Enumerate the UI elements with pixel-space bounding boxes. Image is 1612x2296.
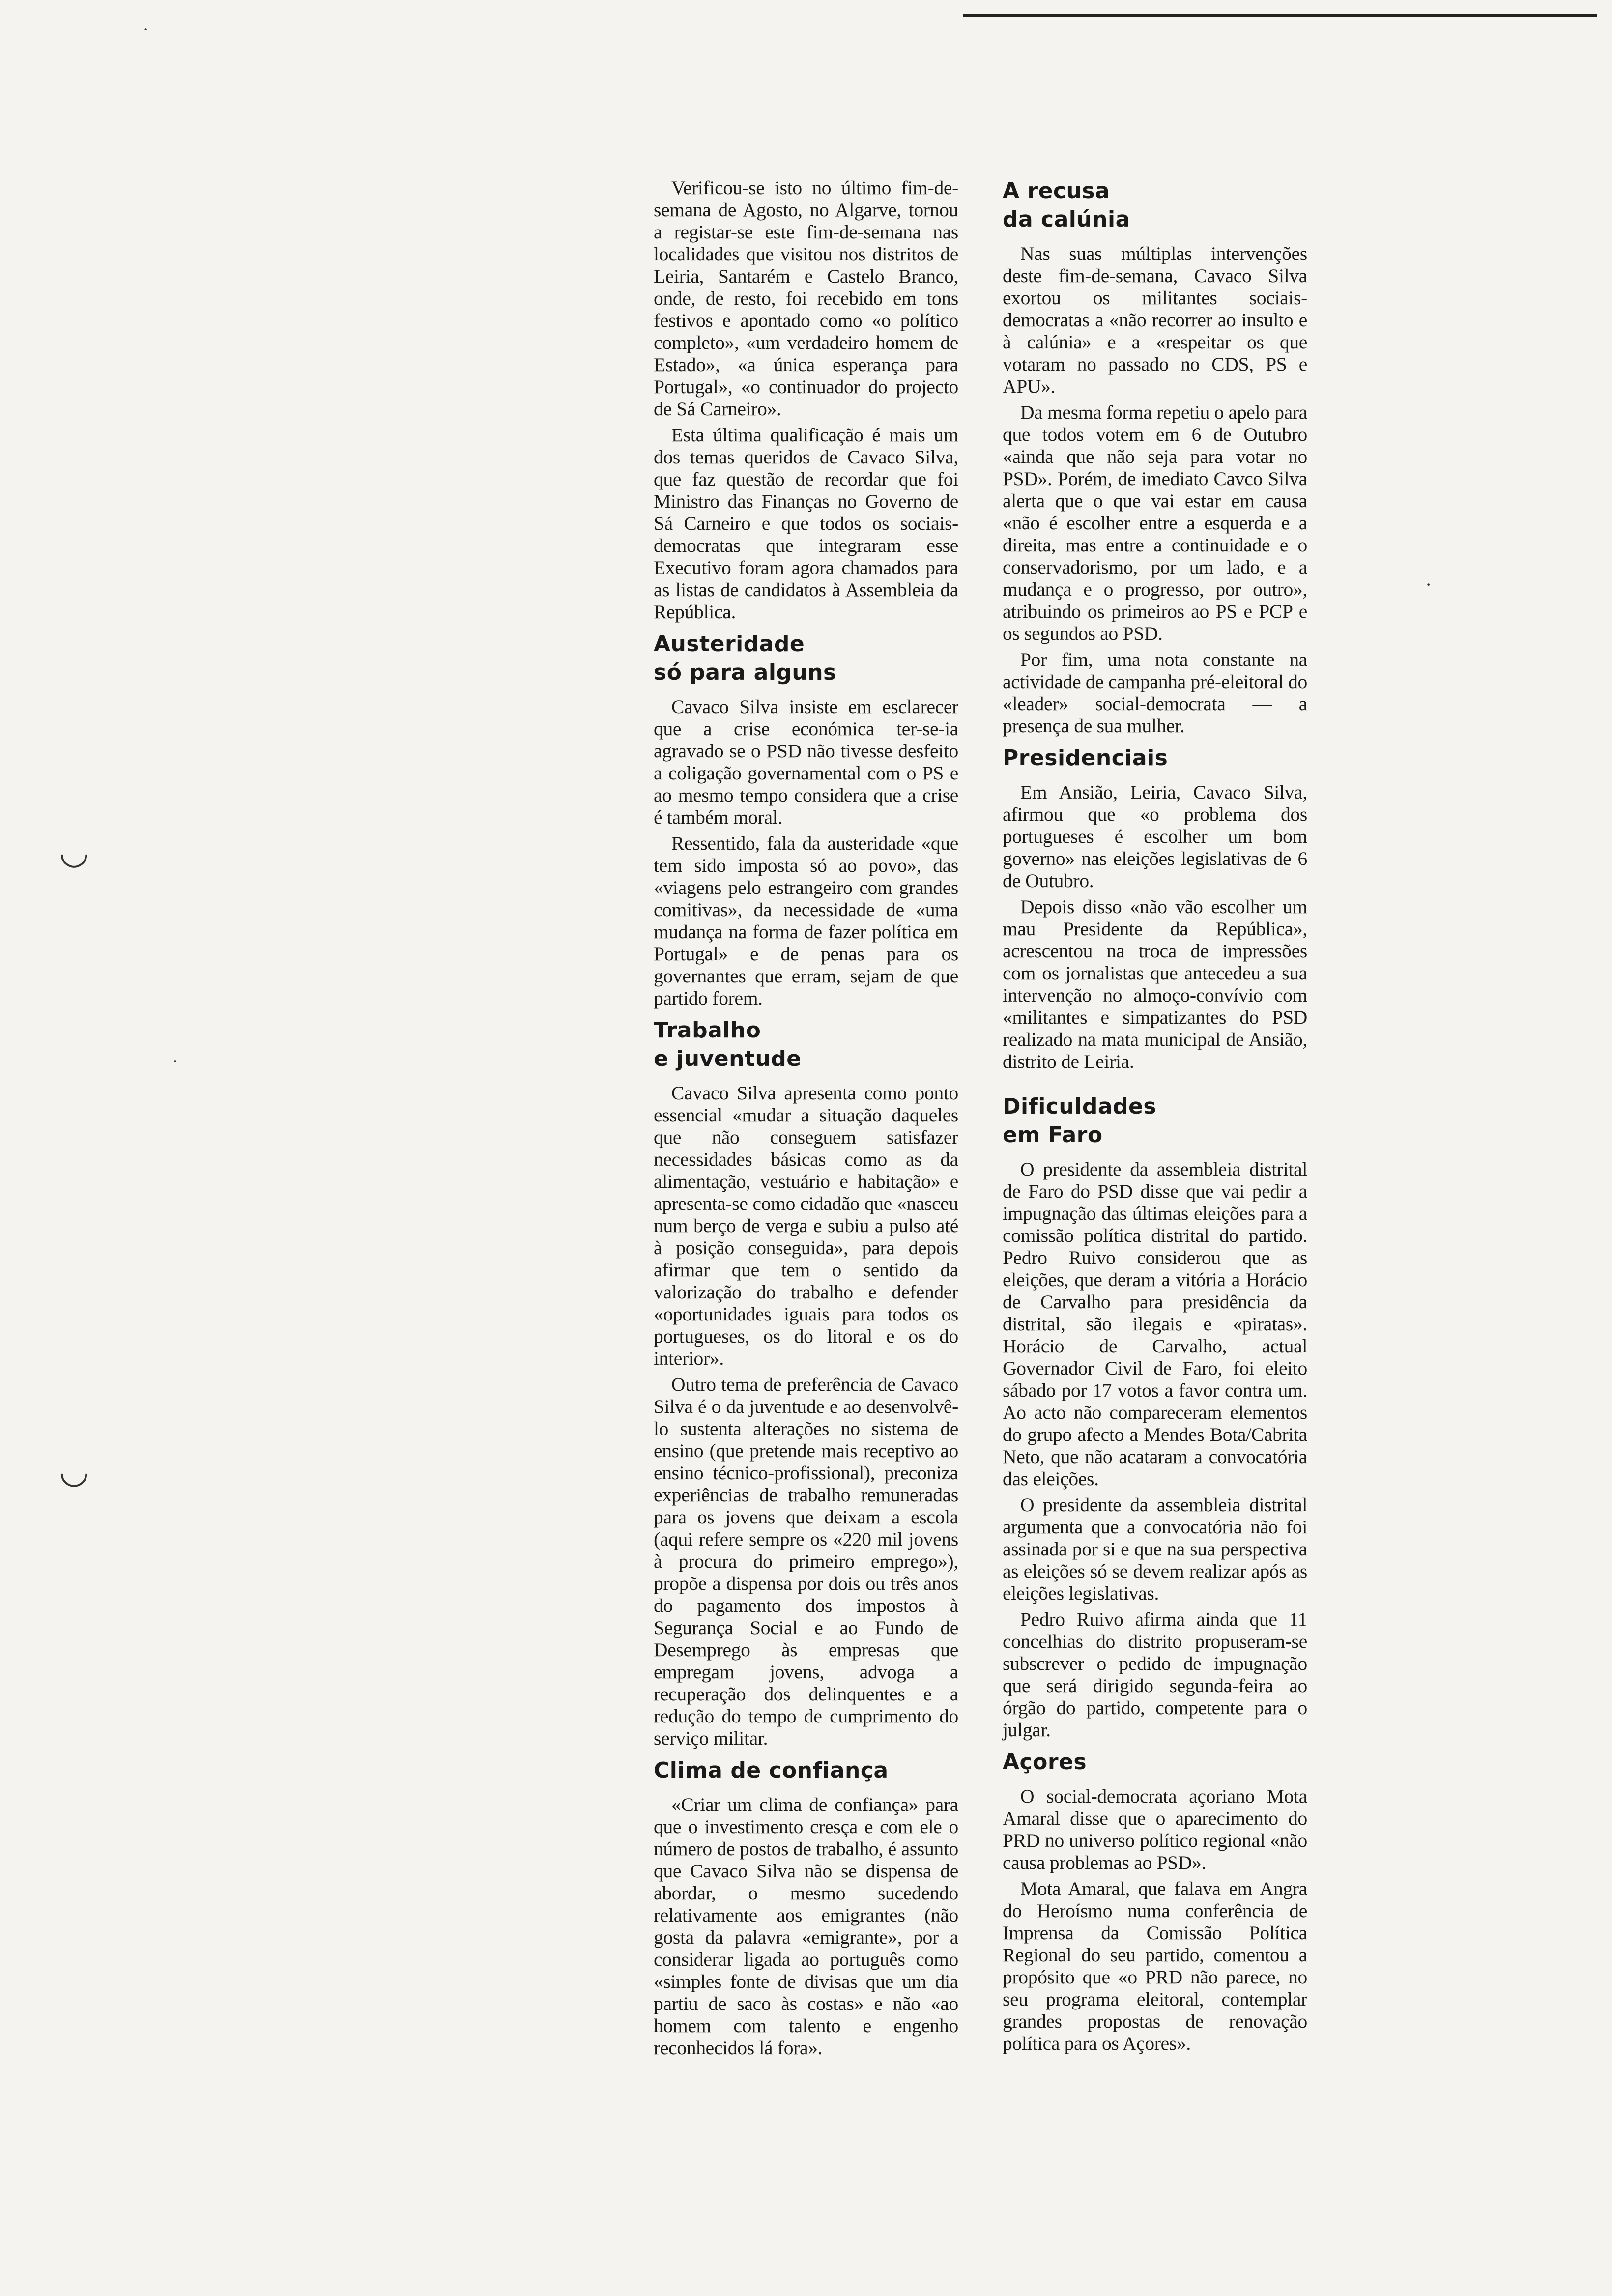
heading-line: da calúnia — [1003, 207, 1130, 232]
heading-line: Açores — [1003, 1750, 1087, 1775]
section-heading-austeridade — [654, 630, 958, 687]
heading-line: Clima de confiança — [654, 1758, 889, 1783]
section-heading-trabalho — [654, 1016, 958, 1073]
paragraph: Depois disso «não vão escolher um mau Presidente da República», acrescentou na troca de impressões com os jornalistas que antecedeu a sua intervenção no almoço-convívio com «militantes e simpatizantes do PSD realizado na mata municipal de Ansião, distrito de Leiria. — [1003, 896, 1307, 1072]
margin-mark: ◡ — [59, 1453, 89, 1491]
paragraph: O social-democrata açoriano Mota Amaral disse que o aparecimento do PRD no universo político regional «não causa problemas ao PSD». — [1003, 1785, 1307, 1873]
scan-speck: · — [143, 18, 149, 40]
heading-line: Presidenciais — [1003, 746, 1168, 771]
paragraph: Mota Amaral, que falava em Angra do Heroísmo numa conferência de Imprensa da Comissão Política Regional do seu partido, comentou a propósito que «o PRD não parece, no seu programa eleitoral, contemplar grandes propostas de renovação política para os Açores». — [1003, 1878, 1307, 2054]
paragraph: O presidente da assembleia distrital argumenta que a convocatória não foi assinada por si e que na sua perspectiva as eleições só se devem realizar após as eleições legislativas. — [1003, 1494, 1307, 1604]
paragraph: Cavaco Silva insiste em esclarecer que a crise económica ter-se-ia agravado se o PSD não tivesse desfeito a coligação governamental com o PS e ao mesmo tempo considera que a crise é também moral. — [654, 696, 958, 828]
paragraph: Nas suas múltiplas intervenções deste fim-de-semana, Cavaco Silva exortou os militantes sociais-democratas a «não recorrer ao insulto e à calúnia» e a «respeitar os que votaram no passado no CDS, PS e APU». — [1003, 243, 1307, 397]
heading-line: A recusa — [1003, 178, 1110, 203]
section-heading-dificuldades — [1003, 1092, 1307, 1149]
heading-line: em Faro — [1003, 1122, 1103, 1148]
paragraph: Pedro Ruivo afirma ainda que 11 concelhias do distrito propuseram-se subscrever o pedido de impugnação que será dirigido segunda-feira ao órgão do partido, competente para o julgar. — [1003, 1608, 1307, 1741]
paragraph: Outro tema de preferência de Cavaco Silva é o da juventude e ao desenvolvê-lo sustenta alterações no sistema de ensino (que pretende mais receptivo ao ensino técnico-profissional), preconiza experiências de trabalho remuneradas para os jovens que deixam a escola (aqui refere sempre os «220 mil jovens à procura do primeiro emprego»), propõe a dispensa por dois ou três anos do pagamento dos impostos à Segurança Social e ao Fundo de Desemprego às empresas que empregam jovens, advoga a recuperação dos delinquentes e a redução do tempo de cumprimento do serviço militar. — [654, 1374, 958, 1749]
heading-line: e juventude — [654, 1046, 802, 1071]
heading-line: Trabalho — [654, 1018, 761, 1043]
margin-mark: ◡ — [59, 833, 89, 871]
section-heading-acores — [1003, 1748, 1307, 1777]
scan-speck: · — [1425, 574, 1432, 596]
article-column-right — [1003, 177, 1307, 2059]
heading-line: Dificuldades — [1003, 1094, 1157, 1119]
paragraph: «Criar um clima de confiança» para que o investimento cresça e com ele o número de postos de trabalho, é assunto que Cavaco Silva não se dispensa de abordar, o mesmo sucedendo relativamente aos emigrantes (não gosta da palavra «emigrante», por a considerar ligada ao português como «simples fonte de divisas que um dia partiu de saco às costas» e não «ao homem com talento e engenho reconhecidos lá fora». — [654, 1794, 958, 2059]
scan-speck: · — [172, 1050, 179, 1072]
paragraph: Por fim, uma nota constante na actividade de campanha pré-eleitoral do «leader» social-democrata — a presença de sua mulher. — [1003, 649, 1307, 737]
heading-line: Austeridade — [654, 631, 805, 657]
section-heading-clima — [654, 1756, 958, 1785]
top-rule — [963, 14, 1597, 17]
paragraph: Esta última qualificação é mais um dos temas queridos de Cavaco Silva, que faz questão de recordar que foi Ministro das Finanças no Governo de Sá Carneiro e que todos os sociais-democratas que integraram esse Executivo foram agora chamados para as listas de candidatos à Assembleia da República. — [654, 424, 958, 623]
paragraph: Da mesma forma repetiu o apelo para que todos votem em 6 de Outubro «ainda que não seja para votar no PSD». Porém, de imediato Cavco Silva alerta que o que vai estar em causa «não é escolher entre a esquerda e a direita, mas entre a continuidade e o conservadorismo, por um lado, e a mudança e o progresso, por outro», atribuindo os primeiros ao PS e PCP e os segundos ao PSD. — [1003, 402, 1307, 644]
paragraph: O presidente da assembleia distrital de Faro do PSD disse que vai pedir a impugnação das últimas eleições para a comissão política distrital do partido. Pedro Ruivo considerou que as eleições, que deram a vitória a Horácio de Carvalho para presidência da distrital, são ilegais e «piratas». Horácio de Carvalho, actual Governador Civil de Faro, foi eleito sábado por 17 votos a favor contra um. Ao acto não compareceram elementos do grupo afecto a Mendes Bota/Cabrita Neto, que não acataram a convocatória das eleições. — [1003, 1158, 1307, 1490]
section-heading-recusa — [1003, 177, 1307, 234]
section-heading-presidenciais — [1003, 744, 1307, 773]
paragraph: Verificou-se isto no último fim-de-semana de Agosto, no Algarve, tornou a registar-se este fim-de-semana nas localidades que visitou nos distritos de Leiria, Santarém e Castelo Branco, onde, de resto, foi recebido em tons festivos e apontado como «o político completo», «um verdadeiro homem de Estado», «a única esperança para Portugal», «o continuador do projecto de Sá Carneiro». — [654, 177, 958, 420]
article-column-left — [654, 177, 958, 2063]
paragraph: Cavaco Silva apresenta como ponto essencial «mudar a situação daqueles que não conseguem satisfazer necessidades básicas como as da alimentação, vestuário e habitação» e apresenta-se como cidadão que «nasceu num berço de verga e subiu a pulso até à posição conseguida», para depois afirmar que tem o sentido da valorização do trabalho e defender «oportunidades iguais para todos os portugueses, os do litoral e os do interior». — [654, 1082, 958, 1369]
heading-line: só para alguns — [654, 660, 836, 685]
paragraph: Ressentido, fala da austeridade «que tem sido imposta só ao povo», das «viagens pelo estrangeiro com grandes comitivas», da necessidade de «uma mudança na forma de fazer política em Portugal» e de penas para os governantes que erram, sejam de que partido forem. — [654, 832, 958, 1009]
paragraph: Em Ansião, Leiria, Cavaco Silva, afirmou que «o problema dos portugueses é escolher um bom governo» nas eleições legislativas de 6 de Outubro. — [1003, 781, 1307, 891]
